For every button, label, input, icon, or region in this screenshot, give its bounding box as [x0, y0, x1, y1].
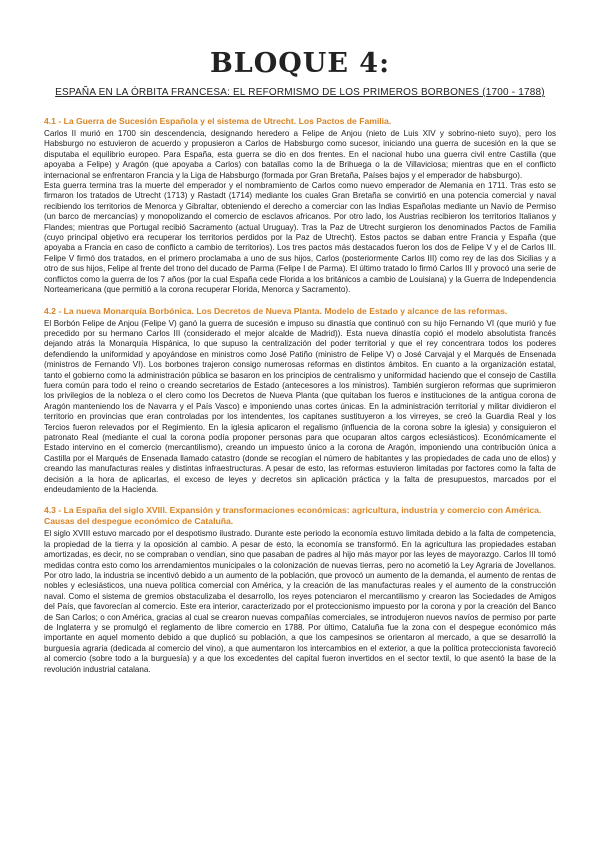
page-subtitle: ESPAÑA EN LA ÓRBITA FRANCESA: EL REFORMISMO DE LOS PRIMEROS BORBONES (1700 - 1788)	[55, 87, 545, 98]
section-heading-4-3: 4.3 - La España del siglo XVIII. Expansión y transformaciones económicas: agricultura, industria y comercio con América. Causas del despegue económico de Cataluña.	[44, 505, 542, 527]
section-4-2-paragraph-1: El Borbón Felipe de Anjou (Felipe V) ganó la guerra de sucesión e impuso su dinastía que continuó con su hijo Fernando VI (que murió y fue precedido por su hermano Carlos III (considerado el mejor alcalde de Madrid)). Esta nueva dinastía copió el modelo absolutista francés dejando atrás la Monarquía Hispánica, lo que supuso la centralización del poder territorial y que el rey concentrara todos los poderes defendiendo la uniformidad y apoyándose en ministros como José Patiño (ministro de Felipe V) o José Carvajal y el Marqués de Ensenada (ministros de Fernando VI). Los borbones trajeron consigo numerosas reformas en distintos ámbitos. En cuanto a la organización estatal, tanto el gobierno como la administración pública se basaron en los principios de centralismo y uniformidad haciendo que el consejo de Castilla fuera común para todo el reino o creando secretarios de Estado (antecesores a los ministros). También surgieron reformas que suprimieron los privilegios de la nobleza o el clero como los Decretos de Nueva Planta (que quitaban los fueros e instituciones de la antigua corona de Aragón manteniendo los de Navarra y el País Vasco) e imponiendo unas cortes únicas. En la administración territorial y militar dividieron el territorio en provincias que eran controladas por los intendentes, los capitanes sustituyeron a los virreyes, se creó la Guardia Real y los Tercios fueron relevados por el Regimiento. En la iglesia aplicaron el regalismo (influencia de la corona sobre la iglesia) y consiguieron el patronato Real (mediante el cual la corona podía proponer personas para que ocuparan altos cargos eclesiásticos). Económicamente el Estado intervino en el comercio (mercantilismo), creando un impuesto único a la corona de Aragón, imponiendo una contribución única a Castilla por el Marqués de Ensenada llamado catastro (donde se recogían el número de habitantes y las propiedades de cada uno de ellos) y creando las manufacturas reales y distintas infraestructuras. A pesar de esto, las reformas estuvieron limitadas por factores como la falta de decisión a la hora de aplicarlas, el exceso de leyes y decretos sin aplicación práctica y la falta de presupuestos, marcados por el endeudamiento de la Hacienda.	[44, 318, 556, 494]
page-title: BLOQUE 4:	[209, 48, 391, 79]
section-4-1-paragraph-1: Carlos II murió en 1700 sin descendencia, designando heredero a Felipe de Anjou (nieto de Luis XIV y sobrino-nieto suyo), pero los Habsburgo no estuvieron de acuerdo y propusieron a Carlos de Habsburgo como sucesor, iniciando una guerra de sucesión en la que se disputaba el equilibrio europeo. Para España, esta guerra se dio en dos frentes. En el nacional hubo una guerra civil entre Castilla (que apoyaba a Felipe) y Aragón (que apoyaba a Carlos) con batallas como la de Brihuega o la de Villaviciosa; mientras que en el conflicto internacional se enfrentaron Francia y la Liga de Habsburgo (formada por Gran Bretaña, Países bajos y el emperador de habsburgo).	[44, 129, 556, 180]
section-4-1-paragraph-2: Esta guerra termina tras la muerte del emperador y el nombramiento de Carlos como nuevo emperador de Alemania en 1711. Tras esto se firmaron los tratados de Utrecht (1713) y Rastadt (1714) mediante los cuales Gran Bretaña se convirtió en una potencia comercial y naval recibiendo los territorios de Menorca y Gibraltar, obteniendo el derecho a comerciar con las Indias Españolas mediante un Navío de Permiso (un barco de mercancías) y monopolizando el comercio de esclavos africanos. Por otro lado, los Austrias recibieron los territorios Italianos y Flandes; mientras que Portugal recibió Sacramento (actual Uruguay). Tras la Paz de Utrecht surgieron los denominados Pactos de Familia (cuyo principal objetivo era recuperar los territorios perdidos por la Paz de Utrecht). Estos pactos se daban entre Francia y España (que apoyaba a Francia en caso de conflicto a cambio de territorios). Los tres pactos más destacados fueron los dos de Felipe V y el de Carlos III. Felipe V firmó dos tratados, en el primero proclamaba a uno de sus hijos, Carlos (posteriormente Carlos III) como rey de las dos Sicilias y a otro de sus hijos, Felipe al frente del trono del ducado de Parma (Felipe I de Parma). El último tratado lo firmó Carlos III y provocó una serie de conflictos como la guerra de los 7 años (por la cual España cede Florida a los británicos a cambio de Louisiana) y la Guerra de Independencia Norteamericana (que permitió a la corona recuperar Florida, Menorca y Sacramento).	[44, 181, 556, 295]
section-4-3-paragraph-1: El siglo XVIII estuvo marcado por el despotismo ilustrado. Durante este periodo la economía estuvo limitada debido a la falta de competencia, la propiedad de la tierra y la oposición al cambio. A pesar de esto, la economía se transformó. En la agricultura las propiedades estaban amortizadas, es decir, no se compraban o vendían, sino que pasaban de padres al hijo más mayor por las leyes de mayorazgo. Carlos III tomó medidas contra esto como los arrendamientos municipales o la colonización de nuevas tierras, pero no acometió la Ley Agraria de Jovellanos. Por otro lado, la industria se incentivó debido a un aumento de la población, que provocó un aumento de la demanda, el aumento de rentas de nobles y eclesiásticos, una nueva política comercial con América, y la creación de las manufacturas reales y el aumento de la construcción naval. Como el sistema de gremios obstaculizaba el desarrollo, los reyes potenciaron el mercantilismo y crearon las Sociedades de Amigos del País, que favorecían al comercio. Este era interior, caracterizado por el proteccionismo impuesto por la corona y por la creación del Banco de San Carlos; o con América, gracias al cual se crearon nuevas compañías comerciales, se introdujeron nuevos navíos de permiso por parte de Inglaterra y se promulgó el reglamento de libre comercio en 1788. Por último, Cataluña fue la zona con el despegue económico más importante en aquel momento debido a que duplicó su población, a que los campesinos se orientaron al mercado, a que se desarrolló la burguesía agraria (dedicada al comercio del vino), a que aumentaron los intercambios en el exterior, a que la política proteccionista favoreció al comercio (sobre todo a la burguesía) y a que los excedentes del capital fueron invertidos en el sector textil, lo que asentó la base de la revolución industrial catalana.	[44, 529, 556, 674]
section-heading-4-1: 4.1 - La Guerra de Sucesión Española y el sistema de Utrecht. Los Pactos de Familia.	[44, 116, 392, 126]
section-heading-4-2: 4.2 - La nueva Monarquía Borbónica. Los Decretos de Nueva Planta. Modelo de Estado y alcance de las reformas.	[44, 305, 508, 316]
